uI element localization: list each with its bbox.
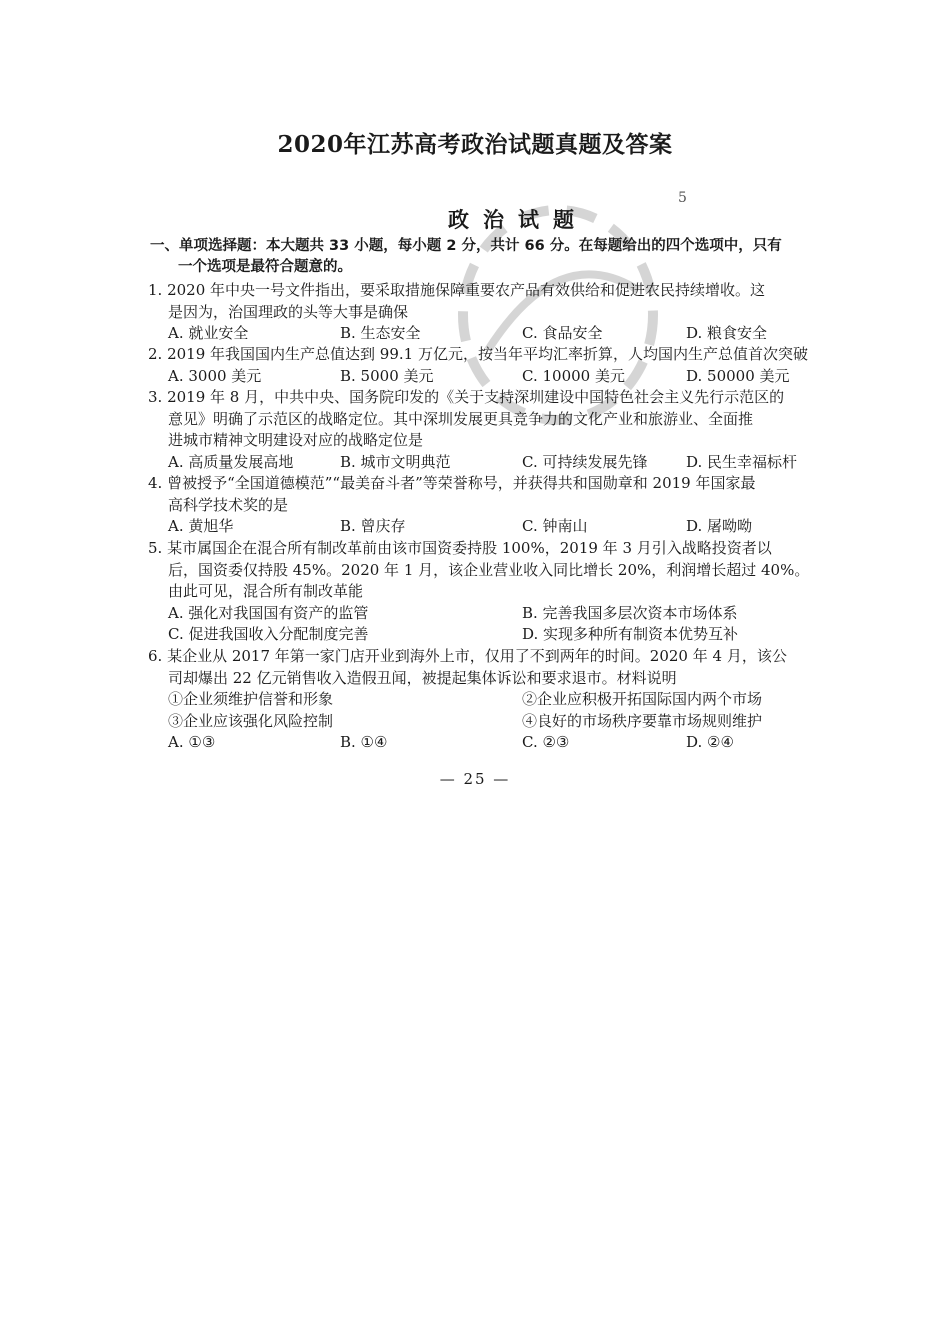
- option-c: C. 可持续发展先锋: [522, 452, 648, 471]
- page-number: — 25 —: [439, 770, 511, 788]
- statement-4: ④良好的市场秩序要靠市场规则维护: [522, 711, 763, 730]
- question-text: 5. 某市属国企在混合所有制改革前由该市国资委持股 100%，2019 年 3 月引入战略投资者以: [148, 539, 772, 557]
- option-b: B. 完善我国多层次资本市场体系: [522, 603, 738, 622]
- option-a: A. 高质量发展高地: [168, 452, 294, 471]
- question-text: 进城市精神文明建设对应的战略定位是: [168, 431, 424, 449]
- options-row: [148, 603, 888, 625]
- question-text: 6. 某企业从 2017 年第一家门店开业到海外上市，仅用了不到两年的时间。2020 年 4 月，该公: [148, 647, 787, 665]
- corner-mark: 5: [678, 190, 687, 206]
- options-row: [148, 366, 888, 388]
- question-4: [148, 473, 888, 538]
- options-row: [148, 452, 888, 474]
- option-b: B. ①④: [340, 733, 388, 751]
- question-text: 意见》明确了示范区的战略定位。其中深圳发展更具竞争力的文化产业和旅游业、全面推: [168, 409, 754, 428]
- question-1: [148, 280, 888, 345]
- question-6: [148, 646, 888, 754]
- question-text: 3. 2019 年 8 月，中共中央、国务院印发的《关于支持深圳建设中国特色社会主义先行示范区的: [148, 388, 785, 406]
- section-heading-line2: 一个选项是最符合题意的。: [178, 259, 352, 275]
- question-3: [148, 387, 888, 473]
- section-heading: [150, 236, 886, 278]
- statements-row: [148, 689, 888, 711]
- options-row: [148, 323, 888, 345]
- question-5: [148, 538, 888, 646]
- option-d: D. 屠呦呦: [686, 517, 753, 535]
- option-d: D. 实现多种所有制资本优势互补: [522, 625, 739, 643]
- options-row: [148, 732, 888, 754]
- option-b: B. 生态安全: [340, 324, 421, 342]
- option-a: A. ①③: [168, 733, 216, 751]
- statement-3: ③企业应该强化风险控制: [168, 711, 334, 730]
- question-text: 2. 2019 年我国国内生产总值达到 99.1 万亿元，按当年平均汇率折算，人均国内生产总值首次突破: [148, 345, 808, 363]
- question-text: 4. 曾被授予“全国道德模范”“最美奋斗者”等荣誉称号，并获得共和国勋章和 2019 年国家最: [148, 474, 756, 492]
- option-c: C. 钟南山: [522, 517, 588, 535]
- option-a: A. 强化对我国国有资产的监管: [168, 603, 369, 622]
- options-row: [148, 624, 888, 646]
- question-text: 是因为，治国理政的头等大事是确保: [168, 302, 409, 321]
- option-a: A. 就业安全: [168, 324, 249, 342]
- option-c: C. 10000 美元: [522, 366, 625, 385]
- document-title: 2020年江苏高考政治试题真题及答案: [277, 131, 673, 158]
- option-c: C. 食品安全: [522, 324, 603, 342]
- question-text: 由此可见，混合所有制改革能: [168, 582, 364, 600]
- option-a: A. 黄旭华: [168, 517, 234, 535]
- option-d: D. 民生幸福标杆: [686, 452, 798, 471]
- option-a: A. 3000 美元: [168, 366, 262, 385]
- statement-1: ①企业须维护信誉和形象: [168, 690, 334, 708]
- question-2: [148, 344, 888, 387]
- option-c: C. 促进我国收入分配制度完善: [168, 625, 369, 643]
- question-text: 司却爆出 22 亿元销售收入造假丑闻，被提起集体诉讼和要求退市。材料说明: [168, 668, 677, 687]
- question-text: 后，国资委仅持股 45%。2020 年 1 月，该企业营业收入同比增长 20%，利润增长超过 40%。: [168, 560, 810, 579]
- option-d: D. ②④: [686, 733, 734, 751]
- options-row: [148, 516, 888, 538]
- option-d: D. 50000 美元: [686, 366, 790, 385]
- question-text: 高科学技术奖的是: [168, 495, 289, 514]
- option-c: C. ②③: [522, 733, 570, 751]
- statements-row: [148, 711, 888, 733]
- option-b: B. 曾庆存: [340, 517, 406, 535]
- option-d: D. 粮食安全: [686, 324, 768, 342]
- question-text: 1. 2020 年中央一号文件指出，要采取措施保障重要农产品有效供给和促进农民持续增收。这: [148, 281, 766, 299]
- exam-title: 政治试题: [448, 208, 588, 232]
- section-heading-line1: 一、单项选择题：本大题共 33 小题，每小题 2 分，共计 66 分。在每题给出的四个选项中，只有: [150, 238, 782, 254]
- option-b: B. 5000 美元: [340, 366, 434, 385]
- scanned-page: [148, 190, 888, 800]
- option-b: B. 城市文明典范: [340, 452, 451, 471]
- statement-2: ②企业应积极开拓国际国内两个市场: [522, 690, 763, 708]
